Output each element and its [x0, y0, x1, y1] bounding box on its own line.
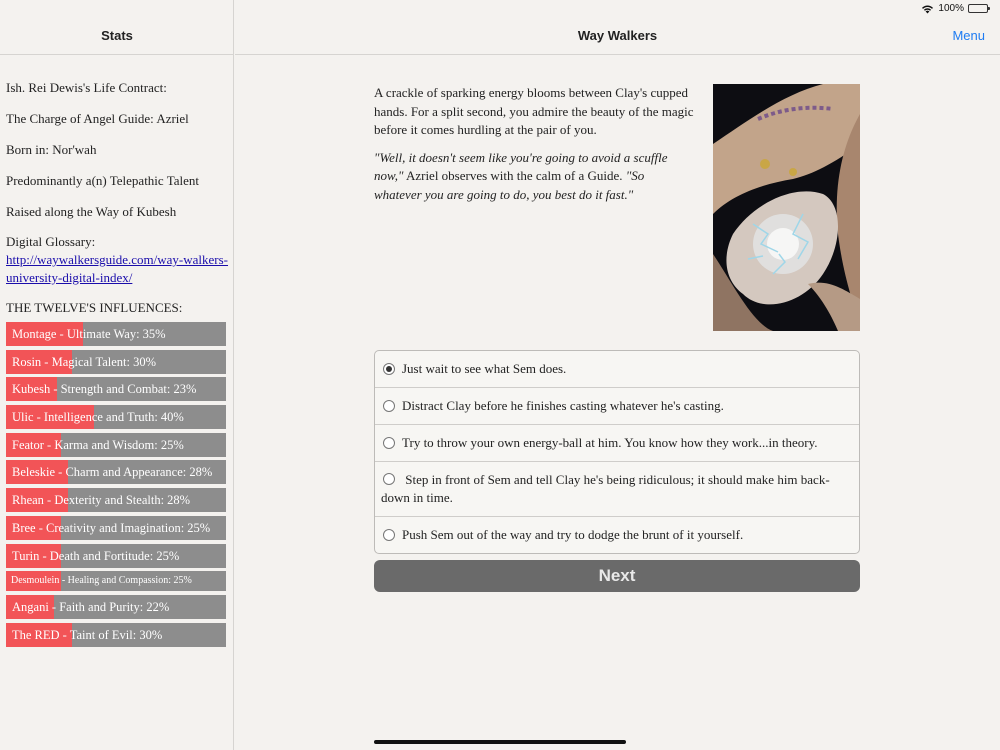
- dialogue-quote-1: "Well, it doesn't seem like you're going to avoid a scuffle now,": [374, 149, 668, 183]
- stats-body: [6, 78, 228, 650]
- stats-sidebar: [0, 0, 234, 750]
- stat-talent: Predominantly a(n) Telepathic Talent: [6, 173, 200, 188]
- influence-bar-label: Turin - Death and Fortitude: 25%: [12, 548, 180, 563]
- choice-option[interactable]: [375, 351, 859, 388]
- status-right: [921, 3, 988, 14]
- dialogue-narration: Azriel observes with the calm of a Guide.: [403, 168, 626, 183]
- influence-bar: [6, 544, 226, 568]
- influence-bar-label: The RED - Taint of Evil: 30%: [12, 627, 163, 642]
- main-header: [235, 18, 1000, 55]
- influence-bar: [6, 595, 226, 619]
- radio-button[interactable]: [383, 400, 395, 412]
- influence-bar: [6, 623, 226, 647]
- radio-button[interactable]: [383, 529, 395, 541]
- influence-bar-label: Angani - Faith and Purity: 22%: [12, 599, 170, 614]
- choice-label: Push Sem out of the way and try to dodge the brunt of it yourself.: [402, 527, 744, 542]
- influence-bar-label: Rhean - Dexterity and Stealth: 28%: [12, 493, 191, 508]
- radio-button-selected[interactable]: [383, 363, 395, 375]
- influence-bar: [6, 460, 226, 484]
- choice-option[interactable]: [375, 462, 859, 517]
- stat-life-contract: Ish. Rei Dewis's Life Contract:: [6, 80, 167, 95]
- influence-bar: [6, 377, 226, 401]
- story-text: [374, 84, 694, 213]
- radio-button[interactable]: [383, 473, 395, 485]
- influences-title: THE TWELVE'S INFLUENCES:: [6, 300, 183, 315]
- influence-bar: [6, 488, 226, 512]
- influence-bar: [6, 516, 226, 540]
- home-indicator[interactable]: [374, 740, 626, 744]
- story-paragraph: A crackle of sparking energy blooms between Clay's cupped hands. For a split second, you admire the beauty of the magic before it comes hurdling at the pair of you.: [374, 85, 694, 137]
- influence-bar-label: Ulic - Intelligence and Truth: 40%: [12, 410, 184, 425]
- choice-option[interactable]: [375, 425, 859, 462]
- stat-glossary: [6, 233, 228, 287]
- influence-bars: [6, 322, 228, 647]
- stat-raised: Raised along the Way of Kubesh: [6, 204, 177, 219]
- dialogue-quote-2: "So whatever you are going to do, you best do it fast.": [374, 168, 645, 202]
- battery-percent: 100%: [938, 3, 964, 14]
- choice-label: Step in front of Sem and tell Clay he's being ridiculous; it should make him back-down in time.: [381, 472, 830, 505]
- choice-list: [374, 350, 860, 554]
- magic-hands-illustration: [713, 84, 860, 331]
- influence-bar: [6, 433, 226, 457]
- influence-bar-label: Desmoulein - Healing and Compassion: 25%: [11, 575, 192, 587]
- choice-option[interactable]: [375, 388, 859, 425]
- wifi-icon: [921, 4, 934, 14]
- influence-bar-label: Kubesh - Strength and Combat: 23%: [12, 382, 197, 397]
- radio-button[interactable]: [383, 437, 395, 449]
- choice-option[interactable]: [375, 517, 859, 553]
- stat-angel-guide: The Charge of Angel Guide: Azriel: [6, 111, 189, 126]
- sidebar-title: Stats: [0, 18, 234, 55]
- influence-bar: [6, 571, 226, 591]
- influence-bar: [6, 350, 226, 374]
- choice-label: Just wait to see what Sem does.: [402, 361, 567, 376]
- story-dialogue: [374, 149, 694, 205]
- influence-bar-label: Rosin - Magical Talent: 30%: [12, 354, 157, 369]
- influence-bar: [6, 322, 226, 346]
- influence-bar-label: Montage - Ultimate Way: 35%: [12, 327, 166, 341]
- menu-button[interactable]: Menu: [952, 28, 985, 43]
- influence-bar: [6, 405, 226, 429]
- influence-bar-label: Bree - Creativity and Imagination: 25%: [12, 520, 211, 535]
- story-illustration: [713, 84, 860, 331]
- next-button[interactable]: Next: [374, 560, 860, 592]
- influence-bar-label: Feator - Karma and Wisdom: 25%: [12, 437, 184, 452]
- glossary-link[interactable]: http://waywalkersguide.com/way-walkers-university-digital-index/: [6, 252, 229, 285]
- choice-label: Try to throw your own energy-ball at him. You know how they work...in theory.: [402, 435, 818, 450]
- glossary-label: Digital Glossary:: [6, 234, 96, 249]
- choice-label: Distract Clay before he finishes casting whatever he's casting.: [402, 398, 724, 413]
- influence-bar-label: Beleskie - Charm and Appearance: 28%: [12, 465, 213, 480]
- battery-icon: [968, 4, 988, 13]
- stat-born-in: Born in: Nor'wah: [6, 142, 97, 157]
- page-title: Way Walkers: [577, 28, 658, 43]
